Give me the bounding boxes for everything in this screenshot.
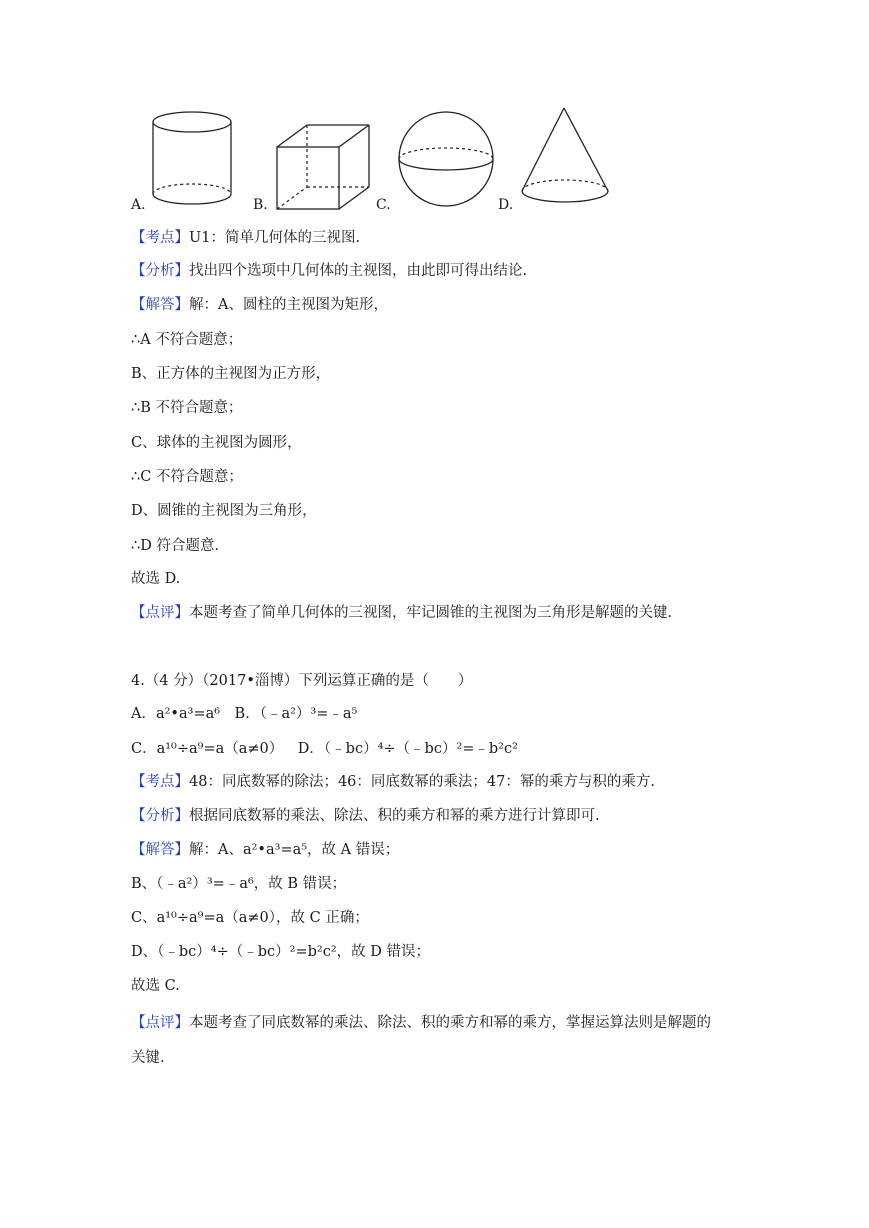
fenxi-tag: 分析 <box>145 808 175 824</box>
kaodian-line: 【考点】48：同底数幂的除法；46：同底数幂的乘法；47：幂的乘方与积的乘方. <box>131 774 655 790</box>
kaodian-tag: 考点 <box>145 230 175 246</box>
fenxi-line: 【分析】找出四个选项中几何体的主视图，由此即可得出结论. <box>131 263 528 279</box>
fenxi-tag: 分析 <box>145 263 175 279</box>
jieda-tag: 解答 <box>145 842 175 858</box>
dianping-text: 本题考查了简单几何体的三视图，牢记圆锥的主视图为三角形是解题的关键. <box>189 605 673 621</box>
solution-line: ∴A 不符合题意； <box>131 332 243 348</box>
jieda-line: 【解答】解：A、a²•a³=a⁵，故 A 错误； <box>131 842 400 858</box>
kaodian-text: 48：同底数幂的除法；46：同底数幂的乘法；47：幂的乘方与积的乘方. <box>189 774 655 790</box>
dianping-line: 【点评】本题考查了同底数幂的乘法、除法、积的乘方和幂的乘方，掌握运算法则是解题的 <box>131 1015 711 1031</box>
jieda-text: 解：A、a²•a³=a⁵，故 A 错误； <box>189 842 400 858</box>
dianping-line: 【点评】本题考查了简单几何体的三视图，牢记圆锥的主视图为三角形是解题的关键. <box>131 605 673 621</box>
figure-label-c: C. <box>376 197 391 213</box>
solution-line: D、（﹣bc）⁴÷（﹣bc）²=b²c²，故 D 错误； <box>131 944 430 960</box>
jieda-tag: 解答 <box>145 297 175 313</box>
dianping-continuation: 关键. <box>131 1050 165 1066</box>
fenxi-text: 找出四个选项中几何体的主视图，由此即可得出结论. <box>189 263 528 279</box>
jieda-text: 解：A、圆柱的主视图为矩形， <box>189 297 388 313</box>
solution-line: C、a¹⁰÷a⁹=a（a≠0），故 C 正确； <box>131 910 369 926</box>
solution-line: B、（﹣a²）³=﹣a⁶，故 B 错误； <box>131 876 347 892</box>
option-c: C．a¹⁰÷a⁹=a（a≠0） <box>131 741 284 757</box>
question-stem: 4.（4 分）（2017•淄博）下列运算正确的是（ ） <box>131 673 473 689</box>
solution-line: ∴B 不符合题意； <box>131 400 243 416</box>
figure-label-b: B. <box>253 197 268 213</box>
option-b: B．（﹣a²）³=﹣a⁵ <box>234 706 358 722</box>
dianping-text: 本题考查了同底数幂的乘法、除法、积的乘方和幂的乘方，掌握运算法则是解题的 <box>189 1015 711 1031</box>
cylinder-figure <box>150 108 240 208</box>
option-a: A．a²•a³=a⁶ <box>131 706 221 722</box>
solution-line: D、圆锥的主视图为三角形， <box>131 503 317 519</box>
solution-line: ∴D 符合题意. <box>131 538 220 554</box>
kaodian-line: 【考点】U1：简单几何体的三视图. <box>131 230 361 246</box>
figure-label-a: A. <box>131 197 146 213</box>
solution-line: ∴C 不符合题意； <box>131 469 243 485</box>
cube-figure <box>272 122 382 214</box>
options-row-1 <box>131 704 357 724</box>
kaodian-tag: 考点 <box>145 774 175 790</box>
dianping-tag: 点评 <box>145 1015 175 1031</box>
figure-label-d: D. <box>498 197 514 213</box>
solution-line: 故选 D. <box>131 571 181 587</box>
option-d: D．（﹣bc）⁴÷（﹣bc）²=﹣b²c² <box>297 741 518 757</box>
cone-figure <box>518 105 613 210</box>
solution-line: 故选 C. <box>131 978 180 994</box>
fenxi-line: 【分析】根据同底数幂的乘法、除法、积的乘方和幂的乘方进行计算即可. <box>131 808 600 824</box>
sphere-figure <box>397 110 497 210</box>
solution-line: B、正方体的主视图为正方形， <box>131 366 331 382</box>
options-row-2 <box>131 739 518 759</box>
kaodian-text: U1：简单几何体的三视图. <box>189 230 361 246</box>
fenxi-text: 根据同底数幂的乘法、除法、积的乘方和幂的乘方进行计算即可. <box>189 808 600 824</box>
jieda-line: 【解答】解：A、圆柱的主视图为矩形， <box>131 297 388 313</box>
solution-line: C、球体的主视图为圆形， <box>131 435 302 451</box>
dianping-tag: 点评 <box>145 605 175 621</box>
